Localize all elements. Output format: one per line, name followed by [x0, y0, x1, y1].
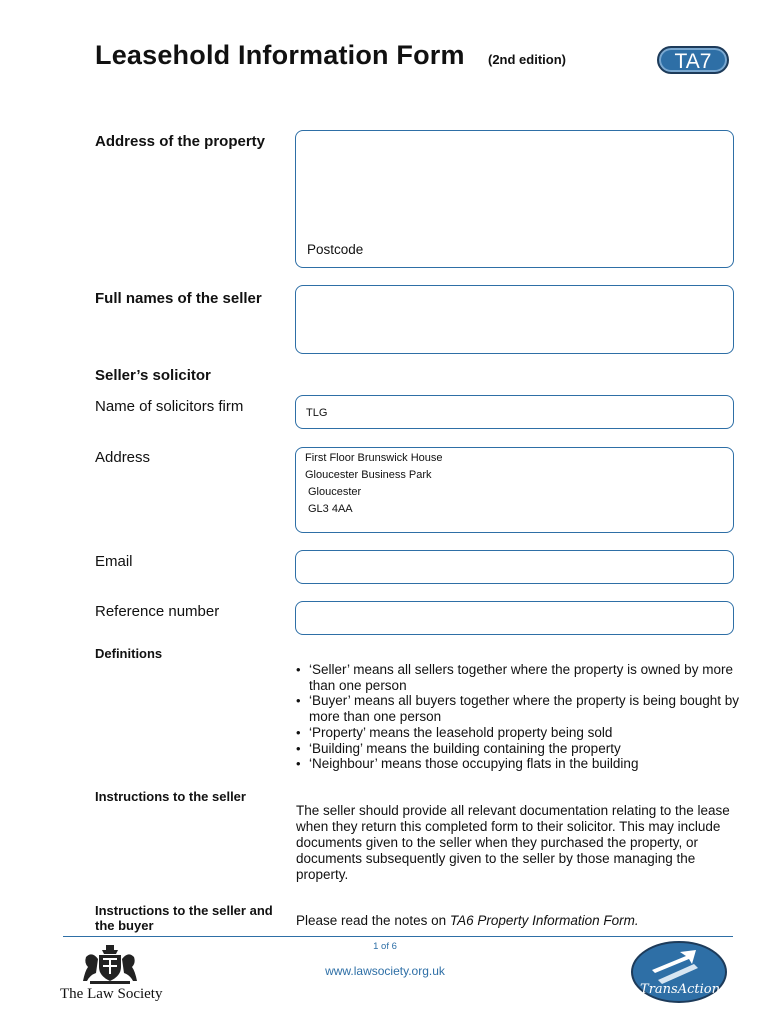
solicitor-email-label: Email: [95, 553, 133, 570]
website-link[interactable]: www.lawsociety.org.uk: [325, 964, 445, 978]
solicitor-address-line: First Floor Brunswick House: [305, 452, 443, 464]
instructions-both-text: [296, 913, 736, 929]
instructions-seller-label: Instructions to the seller: [95, 789, 246, 804]
definitions-label: Definitions: [95, 646, 163, 661]
transaction-logo-icon: [630, 940, 728, 1004]
reference-number-field[interactable]: [295, 601, 734, 635]
property-address-field[interactable]: [295, 130, 734, 268]
reference-number-label: Reference number: [95, 603, 220, 620]
seller-names-field[interactable]: [295, 285, 734, 354]
instructions-seller-text: The seller should provide all relevant documentation relating to the lease when they return this completed form to their solicitor. This may include documents given to the seller when they purchased the property, or documents subsequently given to the seller by those managing the property.: [296, 803, 730, 882]
form-title: Leasehold Information Form: [95, 40, 465, 70]
postcode-label: Postcode: [307, 242, 364, 257]
solicitor-address-line: Gloucester Business Park: [305, 469, 432, 481]
definition-item: • ‘Building’ means the building containing the property: [309, 741, 749, 757]
definition-item: • ‘Seller’ means all sellers together where the property is owned by more than one person: [309, 662, 749, 693]
solicitor-address-line: GL3 4AA: [308, 503, 353, 515]
svg-text:TransAction: TransAction: [640, 982, 720, 997]
property-address-label: Address of the property: [95, 133, 266, 150]
solicitor-firm-field[interactable]: [295, 395, 734, 429]
seller-names-label: Full names of the seller: [95, 290, 262, 307]
instructions-both-label: Instructions to the seller and the buyer: [95, 903, 273, 933]
solicitor-firm-value: TLG: [306, 407, 328, 419]
solicitor-address-field[interactable]: [295, 447, 734, 533]
ta6-form-reference: TA6 Property Information Form.: [449, 913, 639, 928]
definition-item: • ‘Buyer’ means all buyers together where the property is being bought by more than one person: [309, 693, 749, 724]
definition-item: • ‘Property’ means the leasehold property being sold: [309, 725, 749, 741]
footer-divider: [63, 936, 733, 937]
form-edition: (2nd edition): [488, 52, 566, 67]
definition-item: • ‘Neighbour’ means those occupying flats in the building: [309, 756, 749, 772]
solicitor-heading: Seller’s solicitor: [95, 367, 211, 384]
solicitor-email-field[interactable]: [295, 550, 734, 584]
definitions-list: [296, 662, 749, 772]
instructions-both-prefix: Please read the notes on: [296, 913, 450, 928]
solicitor-address-label: Address: [95, 449, 151, 466]
law-society-name: The Law Society: [60, 986, 163, 1002]
form-code-badge: TA7: [657, 46, 729, 74]
solicitor-address-line: Gloucester: [308, 486, 362, 498]
law-society-crest-icon: [80, 943, 140, 985]
page-number: 1 of 6: [373, 941, 397, 952]
solicitor-firm-label: Name of solicitors firm: [95, 398, 244, 415]
